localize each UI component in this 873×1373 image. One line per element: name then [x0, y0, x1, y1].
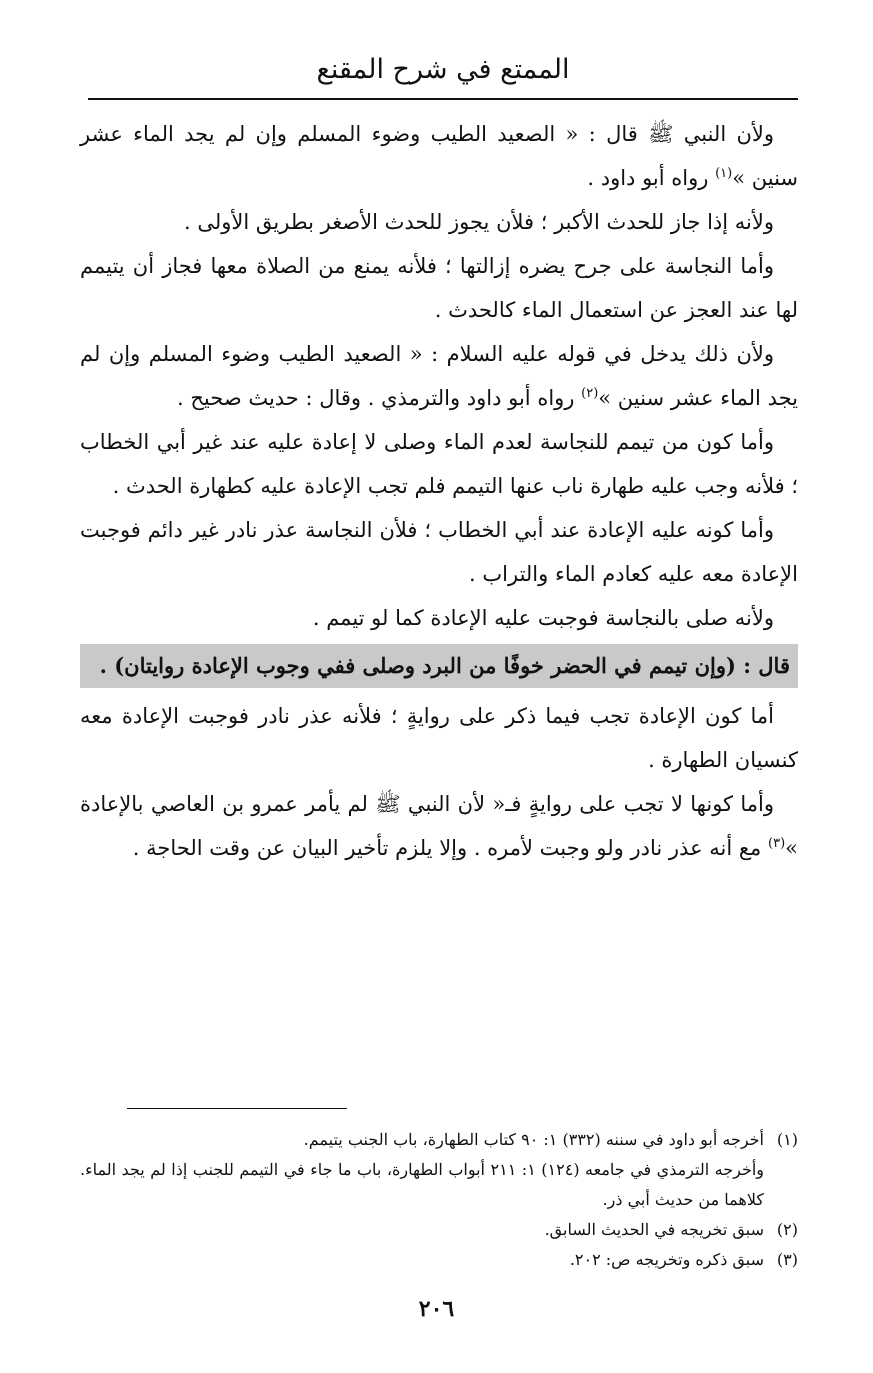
footnote-2-text: سبق تخريجه في الحديث السابق.: [544, 1220, 764, 1239]
paragraph-10-tail: مع أنه عذر نادر ولو وجبت لأمره . وإلا يلزم تأخير البيان عن وقت الحاجة .: [132, 836, 768, 860]
footnote-1: [80, 1125, 798, 1155]
footnote-2-number: (٢): [776, 1220, 798, 1239]
paragraph-1: [80, 112, 798, 200]
paragraph-1-tail: رواه أبو داود .: [587, 166, 716, 190]
paragraph-6: وأما كونه عليه الإعادة عند أبي الخطاب ؛ فلأن النجاسة عذر نادر غير دائم فوجبت الإعادة معه عليه كعادم الماء والتراب .: [80, 518, 798, 586]
footnote-3-number: (٣): [776, 1250, 798, 1269]
paragraph-2: ولأنه إذا جاز للحدث الأكبر ؛ فلأن يجوز للحدث الأصغر بطريق الأولى .: [184, 210, 774, 234]
footnote-rule: [127, 1108, 347, 1109]
footnote-1-continued: وأخرجه الترمذي في جامعه (١٢٤) ١: ٢١١ أبواب الطهارة، باب ما جاء في التيمم للجنب إذا لم يجد الماء. كلاهما من حديث أبي ذر.: [80, 1160, 765, 1209]
page-number: ٢٠٦: [418, 1296, 455, 1322]
running-header: الممتع في شرح المقنع: [316, 54, 570, 85]
paragraph-4-text: ولأن ذلك يدخل في قوله عليه السلام : « الصعيد الطيب وضوء المسلم وإن لم يجد الماء عشر سنين »: [80, 342, 798, 410]
footnotes: [80, 1125, 798, 1275]
paragraph-10-text: وأما كونها لا تجب على روايةٍ فـ« لأن النبي ﷺ لم يأمر عمرو بن العاصي بالإعادة »: [80, 792, 798, 860]
paragraph-3: وأما النجاسة على جرح يضره إزالتها ؛ فلأنه يمنع من الصلاة معها فجاز أن يتيمم لها عند العجز عن استعمال الماء كالحدث .: [80, 254, 798, 322]
paragraph-4-tail: رواه أبو داود والترمذي . وقال : حديث صحيح .: [177, 386, 582, 410]
paragraph-4: [80, 332, 798, 420]
matn-highlight: قال : (وإن تيمم في الحضر خوفًا من البرد وصلى ففي وجوب الإعادة روايتان) .: [80, 644, 798, 688]
paragraph-9: أما كون الإعادة تجب فيما ذكر على روايةٍ ؛ فلأنه عذر نادر فوجبت الإعادة معه كنسيان الطهارة .: [80, 704, 798, 772]
paragraph-10: [80, 782, 798, 870]
paragraph-1-text: ولأن النبي ﷺ قال : « الصعيد الطيب وضوء المسلم وإن لم يجد الماء عشر سنين »: [80, 122, 798, 190]
footnote-2: [80, 1215, 798, 1245]
footnote-ref-3: (٣): [768, 836, 786, 851]
header-rule: [88, 98, 798, 100]
paragraph-7: ولأنه صلى بالنجاسة فوجبت عليه الإعادة كما لو تيمم .: [312, 606, 774, 630]
paragraph-5: وأما كون من تيمم للنجاسة لعدم الماء وصلى لا إعادة عليه عند غير أبي الخطاب ؛ فلأنه وجب عليه طهارة ناب عنها التيمم فلم تجب الإعادة عليه كطهارة الحدث .: [80, 430, 798, 498]
footnote-ref-1: (١): [715, 166, 733, 181]
footnote-1-text: أخرجه أبو داود في سننه (٣٣٢) ١: ٩٠ كتاب الطهارة، باب الجنب يتيمم.: [303, 1130, 764, 1149]
footnote-ref-2: (٢): [581, 386, 599, 401]
footnote-3: [80, 1245, 798, 1275]
footnote-3-text: سبق ذكره وتخريجه ص: ٢٠٢.: [569, 1250, 764, 1269]
main-text: [80, 112, 798, 870]
footnote-1-number: (١): [776, 1130, 798, 1149]
